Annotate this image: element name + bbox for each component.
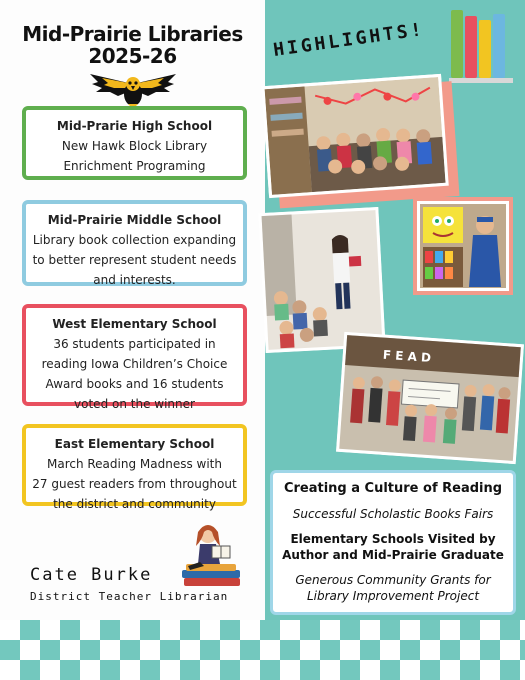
school-name: West Elementary School xyxy=(52,317,217,331)
checkerboard-footer xyxy=(0,620,525,680)
school-detail-line: 36 students participated in xyxy=(53,337,216,351)
photo-book-display xyxy=(413,197,513,295)
school-card-east xyxy=(22,424,247,511)
librarian-name: Cate Burke xyxy=(30,565,153,585)
school-name: Mid-Prarie High School xyxy=(56,119,213,133)
school-detail-line: the district and community xyxy=(53,497,216,511)
highlight-item: Elementary Schools Visited by xyxy=(290,532,496,546)
sign-letters: F E A D xyxy=(382,347,432,365)
school-detail-line: Award books and 16 students xyxy=(45,377,224,391)
highlight-item: Successful Scholastic Books Fairs xyxy=(292,507,494,521)
school-detail-line: voted on the winner xyxy=(74,397,195,411)
school-detail-line: and interests. xyxy=(93,273,176,287)
page-title-line2: 2025-26 xyxy=(88,44,177,68)
page-title-line1: Mid-Prairie Libraries xyxy=(22,22,243,46)
school-card-high xyxy=(22,106,247,180)
school-detail-line: Library book collection expanding xyxy=(32,233,237,247)
school-card-west xyxy=(22,304,247,411)
highlight-item: Author and Mid-Prairie Graduate xyxy=(282,548,504,562)
librarian-role: District Teacher Librarian xyxy=(30,590,229,603)
school-detail-line: March Reading Madness with xyxy=(46,457,222,471)
school-name: Mid-Prairie Middle School xyxy=(47,213,222,227)
highlight-item: Library Improvement Project xyxy=(306,589,480,603)
school-detail-line: reading Iowa Children’s Choice xyxy=(41,357,228,371)
highlights-info-box xyxy=(270,470,516,615)
highlights-heading: HIGHLIGHTS! xyxy=(272,19,426,61)
photo-grant-check xyxy=(336,332,524,464)
school-name: East Elementary School xyxy=(54,437,215,451)
highlight-item: Creating a Culture of Reading xyxy=(283,481,503,496)
highlight-item: Generous Community Grants for xyxy=(295,573,491,587)
photo-author-visit xyxy=(258,207,385,353)
hawk-logo-icon xyxy=(88,70,178,110)
books-stack-icon xyxy=(449,10,513,84)
school-card-middle xyxy=(22,200,247,286)
photo-library-group xyxy=(261,74,448,196)
school-detail-line: New Hawk Block Library xyxy=(61,139,208,153)
reading-girl-illustration-icon xyxy=(178,518,244,588)
school-detail-line: to better represent student needs xyxy=(32,253,237,267)
school-detail-line: Enrichment Programing xyxy=(63,159,206,173)
school-detail-line: 27 guest readers from throughout xyxy=(32,477,237,491)
